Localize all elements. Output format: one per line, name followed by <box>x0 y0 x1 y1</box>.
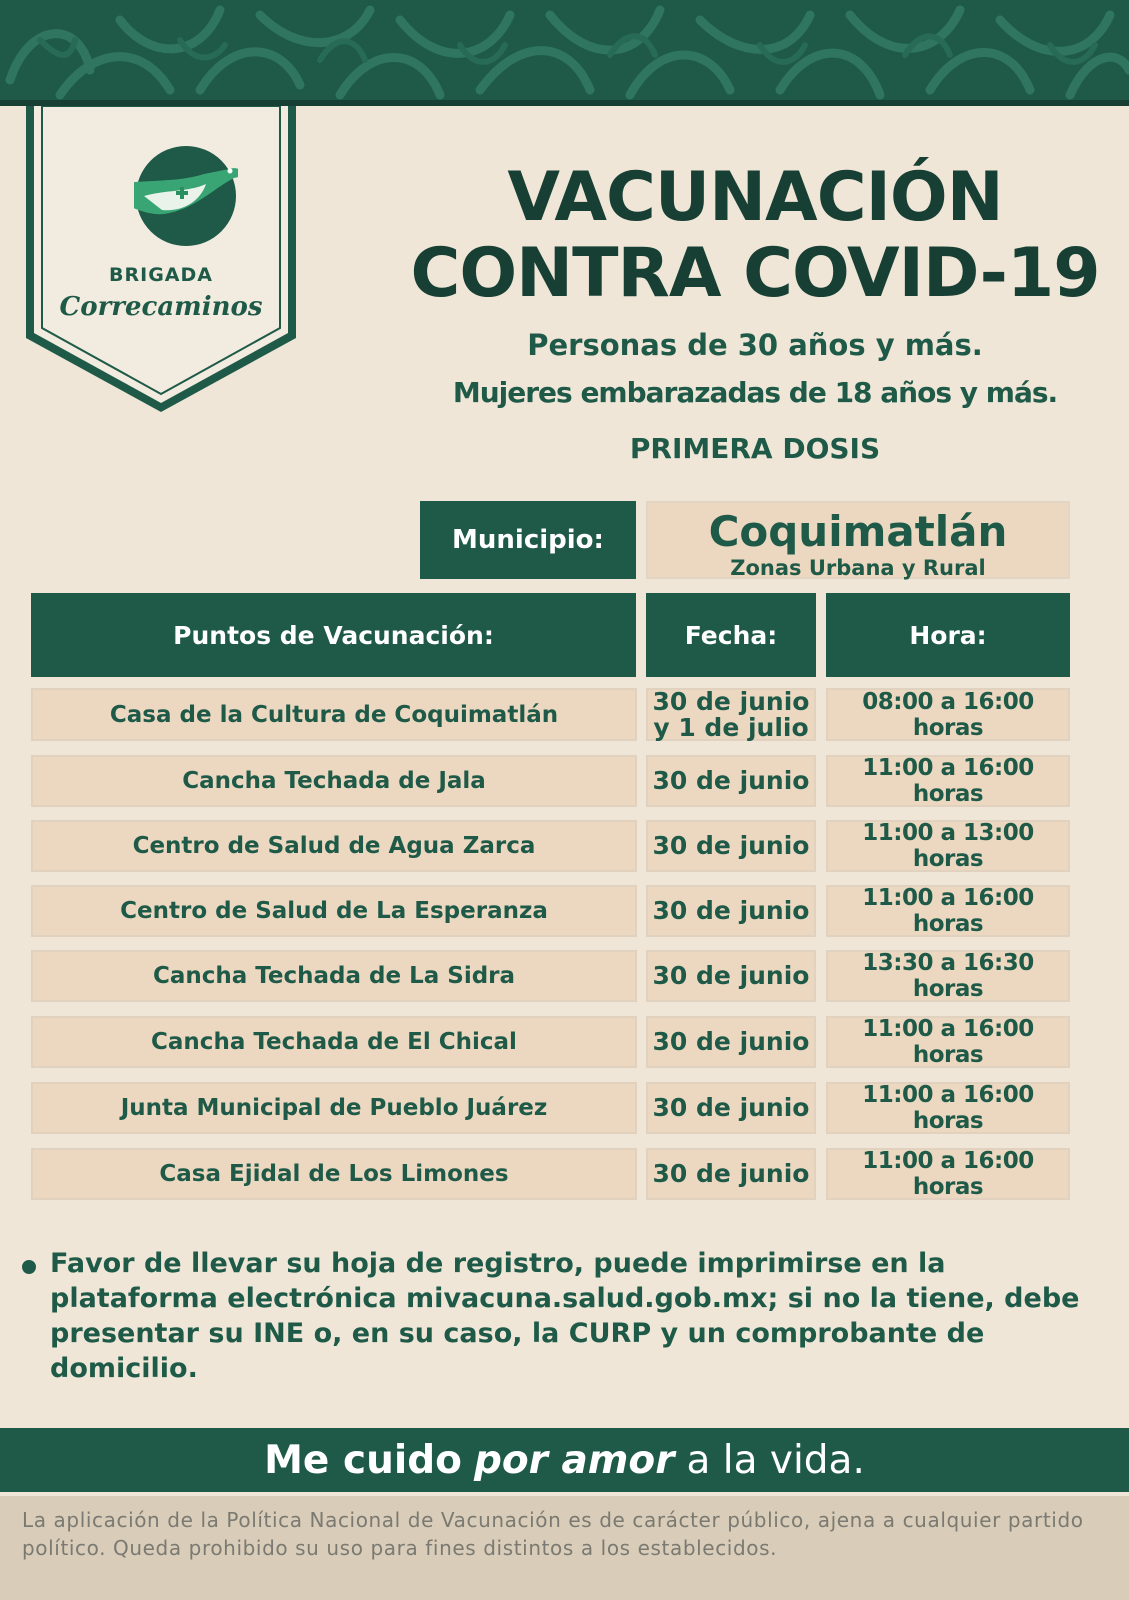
municipio-zones: Zonas Urbana y Rural <box>730 556 986 580</box>
row-2-date: 30 de junio <box>646 755 816 807</box>
swirl-pattern <box>0 0 1129 106</box>
roadrunner-logo-icon <box>134 144 238 248</box>
row-3-hour: 11:00 a 13:00 horas <box>826 820 1070 872</box>
row-6-hour: 11:00 a 16:00 horas <box>826 1016 1070 1068</box>
slogan-part-2: por amor <box>473 1437 675 1483</box>
row-1-hour: 08:00 a 16:00 horas <box>826 688 1070 741</box>
bullet-icon <box>22 1260 36 1274</box>
row-4-date: 30 de junio <box>646 885 816 937</box>
legal-disclaimer: La aplicación de la Política Nacional de Vacunación es de carácter público, ajena a cualquier partido político. Queda prohibido su uso para fines distintos a los establecidos. <box>22 1508 1084 1560</box>
row-7-date: 30 de junio <box>646 1082 816 1134</box>
row-1-date-line-1: 30 de junio <box>652 686 810 716</box>
row-8-hour: 11:00 a 16:00 horas <box>826 1148 1070 1200</box>
row-7-hour: 11:00 a 16:00 horas <box>826 1082 1070 1134</box>
row-5-hour: 13:30 a 16:30 horas <box>826 950 1070 1002</box>
row-6-date: 30 de junio <box>646 1016 816 1068</box>
municipio-name: Coquimatlán <box>708 507 1008 556</box>
row-2-hour: 11:00 a 16:00 horas <box>826 755 1070 807</box>
row-6-place: Cancha Techada de El Chical <box>31 1016 637 1068</box>
header-hora: Hora: <box>826 593 1070 677</box>
badge-line-brigada: BRIGADA <box>109 264 213 286</box>
header-fecha: Fecha: <box>646 593 816 677</box>
dose-label: PRIMERA DOSIS <box>629 432 881 465</box>
row-7-place: Junta Municipal de Pueblo Juárez <box>31 1082 637 1134</box>
registration-note: Favor de llevar su hoja de registro, puede imprimirse en la plataforma electrónica mivacuna.salud.gob.mx; si no la tiene, debe presentar su INE o, en su caso, la CURP y un comprobante de domicilio. <box>50 1248 1080 1384</box>
row-2-place: Cancha Techada de Jala <box>31 755 637 807</box>
slogan-part-3: a la vida. <box>686 1437 865 1483</box>
header-puntos: Puntos de Vacunación: <box>31 593 636 677</box>
audience-pregnant: Mujeres embarazadas de 18 años y más. <box>452 376 1058 409</box>
municipio-value <box>646 501 1070 579</box>
title-line-2: CONTRA COVID-19 <box>410 234 1100 313</box>
decorative-header-band <box>0 0 1129 106</box>
legal-footer <box>0 1496 1129 1600</box>
row-3-place: Centro de Salud de Agua Zarca <box>31 820 637 872</box>
municipio-label: Municipio: <box>420 501 636 579</box>
row-3-date: 30 de junio <box>646 820 816 872</box>
row-4-hour: 11:00 a 16:00 horas <box>826 885 1070 937</box>
row-1-date-line-2: y 1 de julio <box>653 712 809 742</box>
slogan-part-1: Me cuido <box>264 1437 462 1483</box>
row-5-date: 30 de junio <box>646 950 816 1002</box>
row-1-date <box>646 688 816 741</box>
row-8-place: Casa Ejidal de Los Limones <box>31 1148 637 1200</box>
brigada-correcaminos-badge <box>22 106 300 418</box>
row-8-date: 30 de junio <box>646 1148 816 1200</box>
badge-line-correcaminos: Correcaminos <box>59 292 263 322</box>
row-1-place: Casa de la Cultura de Coquimatlán <box>31 688 637 741</box>
title-line-1: VACUNACIÓN <box>507 158 1003 237</box>
page-title <box>390 160 1120 312</box>
row-5-place: Cancha Techada de La Sidra <box>31 950 637 1002</box>
audience-age: Personas de 30 años y más. <box>527 328 983 362</box>
row-4-place: Centro de Salud de La Esperanza <box>31 885 637 937</box>
slogan-band <box>0 1428 1129 1492</box>
